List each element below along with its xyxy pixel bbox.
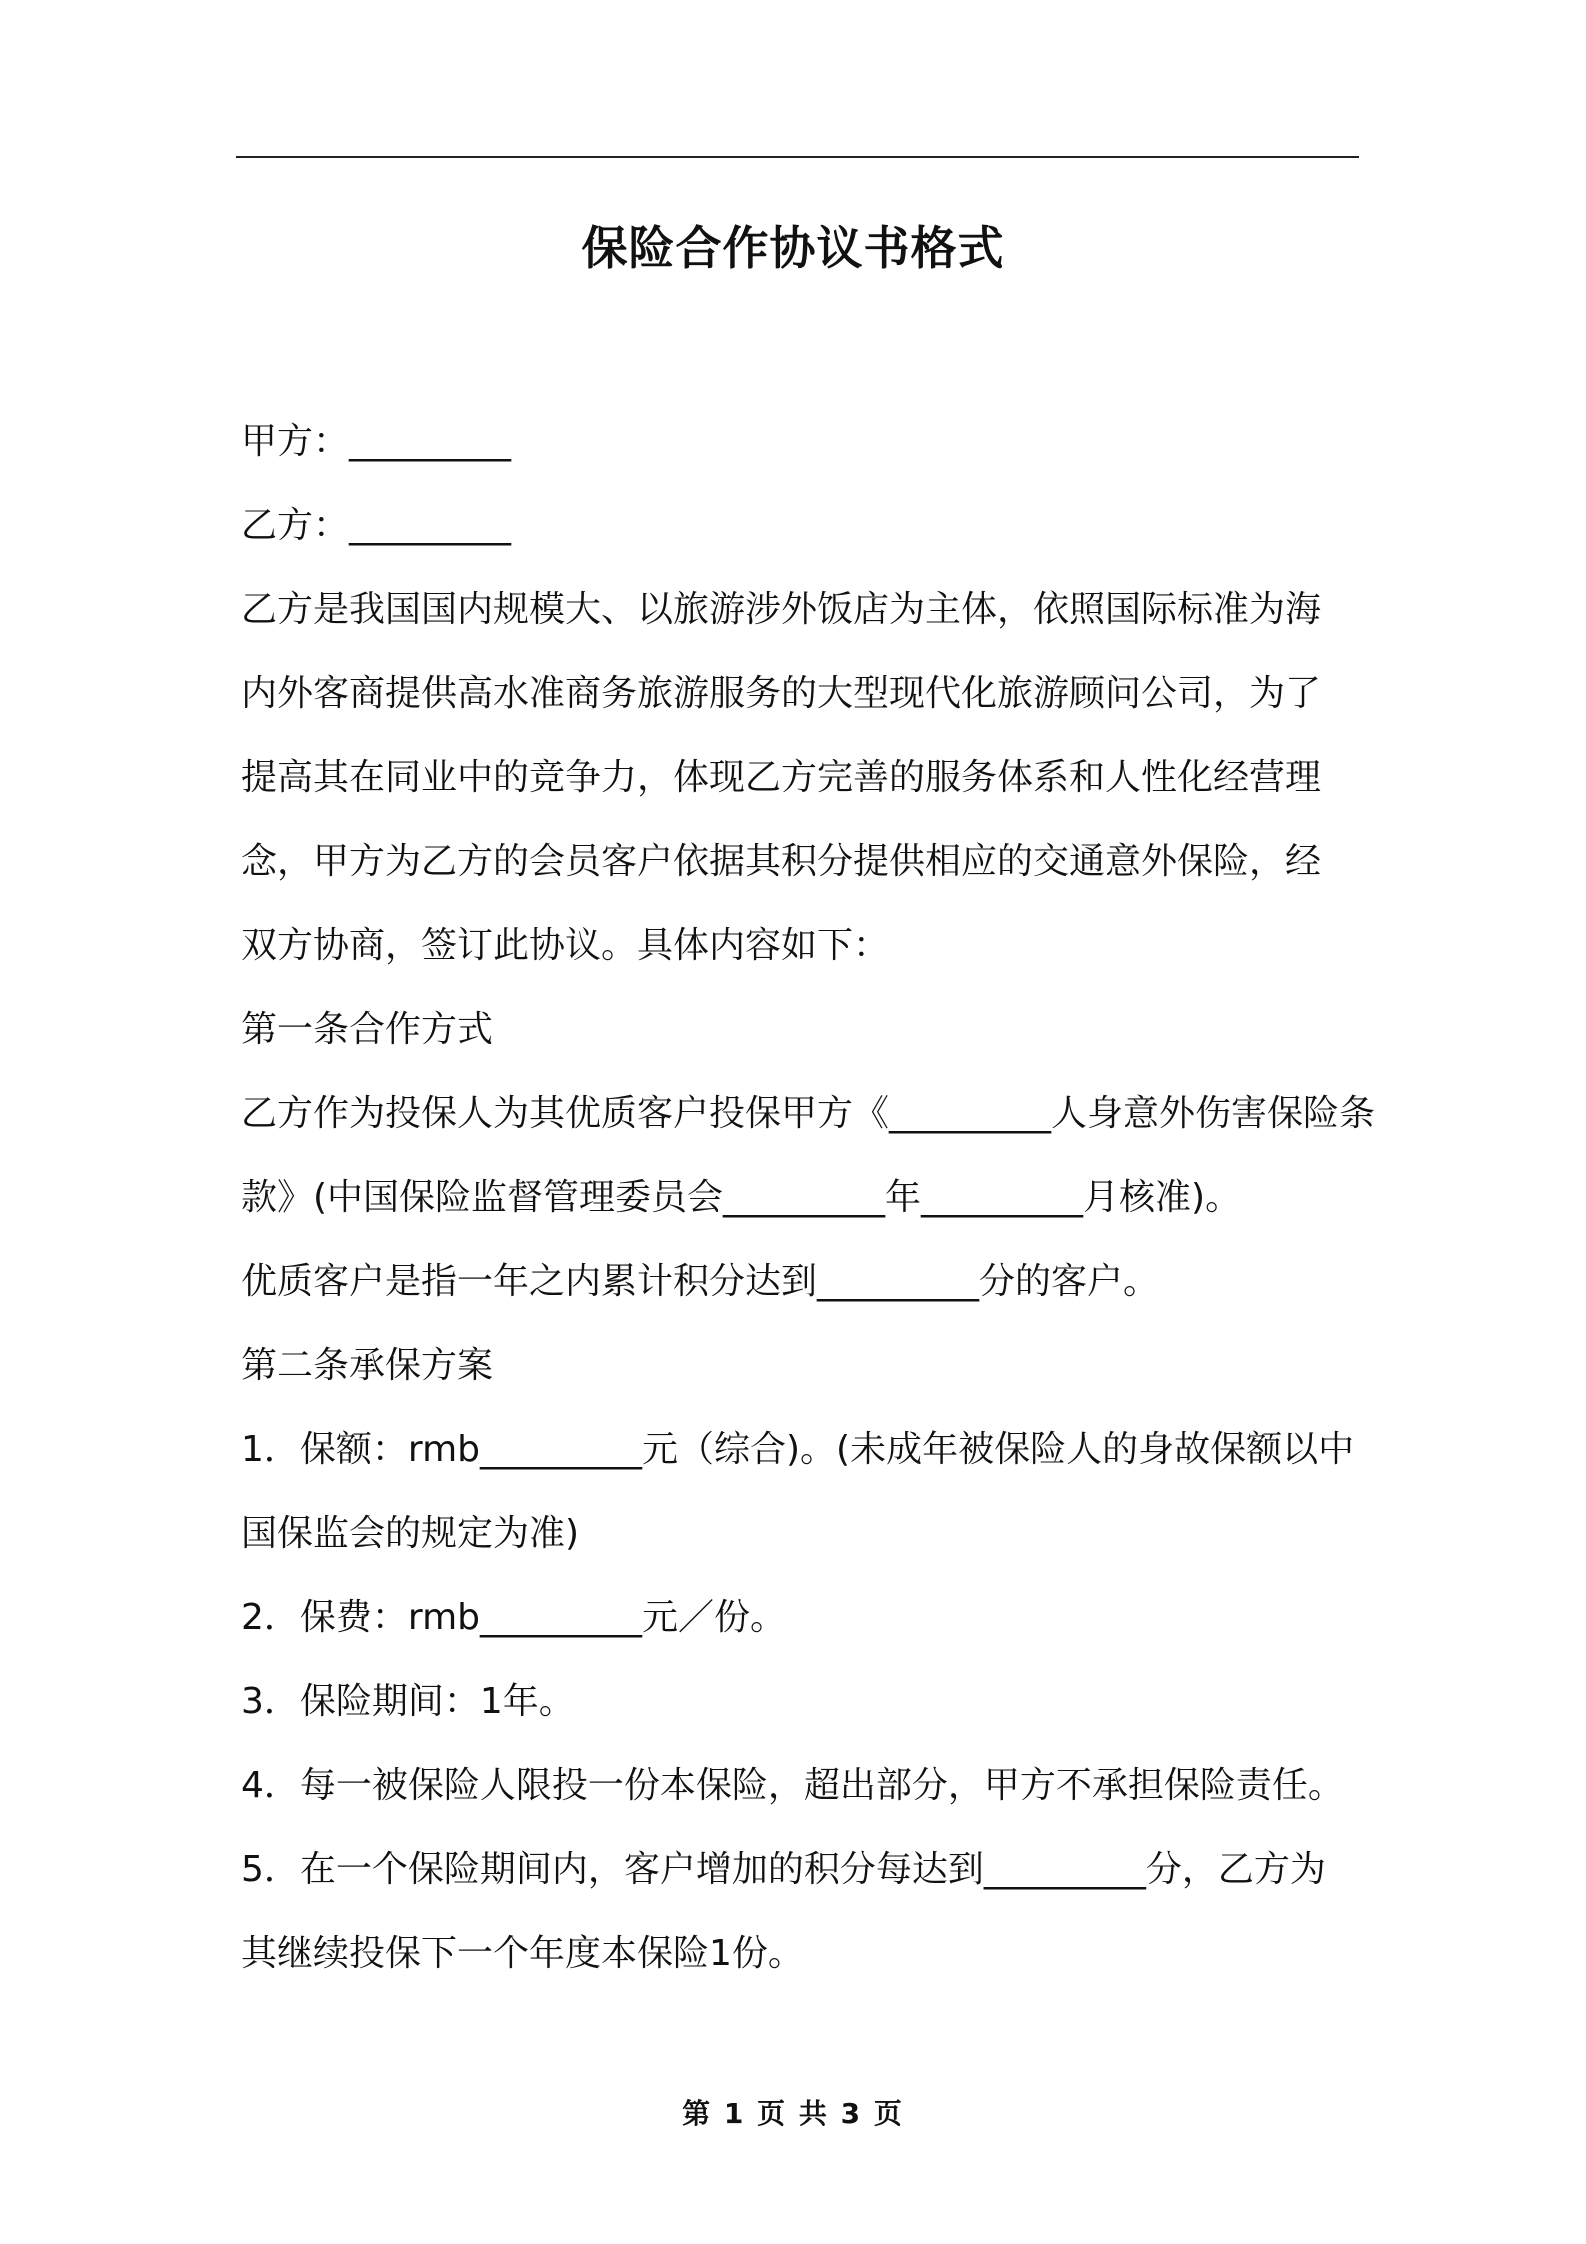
page-indicator: 第 1 页 共 3 页 bbox=[682, 2097, 904, 2130]
intro-paragraph: 乙方是我国国内规模大、以旅游涉外饭店为主体，依照国际标准为海内外客商提供高水准商务旅游服务的大型现代化旅游顾问公司，为了提高其在同业中的竞争力，体现乙方完善的服务体系和人性化经营理念，甲方为乙方的会员客户依据其积分提供相应的交通意外保险，经双方协商，签订此协议。具体内容如下： bbox=[241, 589, 1322, 966]
party-a-line: 甲方：_________ bbox=[241, 421, 512, 462]
document-title: 保险合作协议书格式 bbox=[581, 221, 1005, 275]
article-2-item-4: 4．每一被保险人限投一份本保险，超出部分，甲方不承担保险责任。 bbox=[241, 1765, 1344, 1806]
article-2-heading: 第二条承保方案 bbox=[241, 1345, 494, 1386]
article-1-body-1: 乙方作为投保人为其优质客户投保甲方《_________人身意外伤害保险条款》(中国保险监督管理委员会_________年_________月核准)。 bbox=[241, 1093, 1376, 1218]
article-2-item-5: 5．在一个保险期间内，客户增加的积分每达到_________分，乙方为其继续投保下一个年度本保险1份。 bbox=[241, 1849, 1326, 1974]
article-2-item-1: 1．保额：rmb_________元（综合)。(未成年被保险人的身故保额以中国保监会的规定为准) bbox=[241, 1429, 1355, 1554]
article-1-heading: 第一条合作方式 bbox=[241, 1009, 494, 1050]
article-2-item-3: 3．保险期间：1年。 bbox=[241, 1681, 575, 1722]
document-body bbox=[241, 400, 1386, 1996]
article-1-body-2: 优质客户是指一年之内累计积分达到_________分的客户。 bbox=[241, 1261, 1160, 1302]
article-2-item-2: 2．保费：rmb_________元／份。 bbox=[241, 1597, 786, 1638]
party-b-line: 乙方：_________ bbox=[241, 505, 512, 546]
header-rule bbox=[236, 156, 1359, 158]
